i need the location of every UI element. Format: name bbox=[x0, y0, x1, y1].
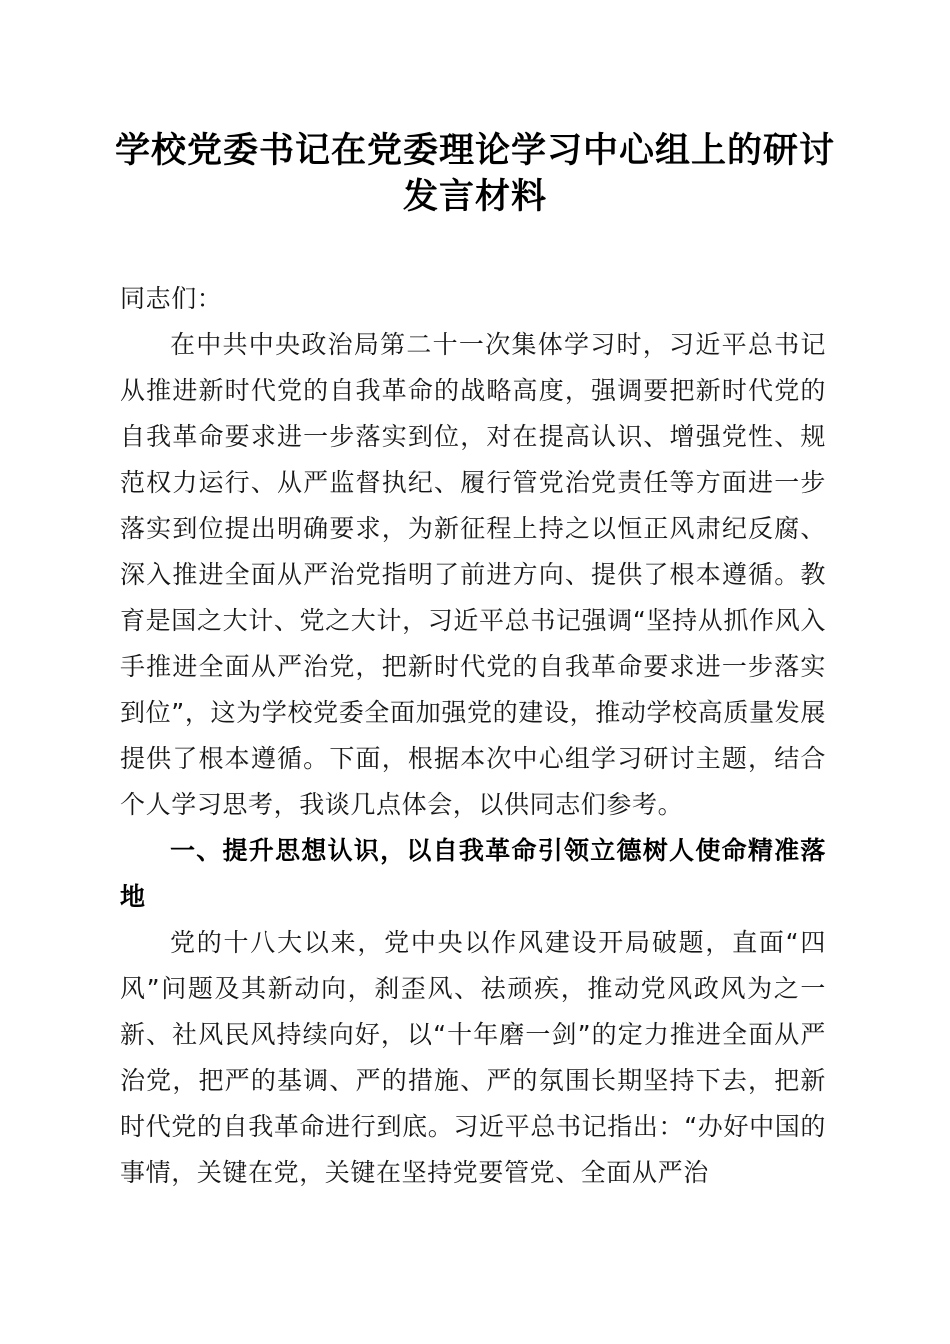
salutation: 同志们： bbox=[120, 284, 223, 313]
paragraph-section-1: 党的十八大以来，党中央以作风建设开局破题，直面“四风”问题及其新动向，刹歪风、祛顽疾，推动党风政风为之一新、社风民风持续向好，以“十年磨一剑”的定力推进全面从严治党，把严的基调、严的措施、严的氛围长期坚持下去，把新时代党的自我革命进行到底。习近平总书记指出：“办好中国的事情，关键在党，关键在坚持党要管党、全面从严治 bbox=[120, 928, 826, 1187]
document-body bbox=[120, 276, 826, 1196]
section-heading-1: 一、提升思想认识，以自我革命引领立德树人使命精准落地 bbox=[120, 836, 826, 911]
document-title bbox=[100, 128, 850, 220]
paragraph-intro: 在中共中央政治局第二十一次集体学习时，习近平总书记从推进新时代党的自我革命的战略高度，强调要把新时代党的自我革命要求进一步落实到位，对在提高认识、增强党性、规范权力运行、从严监督执纪、履行管党治党责任等方面进一步落实到位提出明确要求，为新征程上持之以恒正风肃纪反腐、深入推进全面从严治党指明了前进方向、提供了根本遵循。教育是国之大计、党之大计，习近平总书记强调“坚持从抓作风入手推进全面从严治党，把新时代党的自我革命要求进一步落实到位”，这为学校党委全面加强党的建设，推动学校高质量发展提供了根本遵循。下面，根据本次中心组学习研讨主题，结合个人学习思考，我谈几点体会，以供同志们参考。 bbox=[120, 330, 826, 819]
title-line-1: 学校党委书记在党委理论学习中心组上的研讨 bbox=[114, 130, 835, 171]
title-line-2: 发言材料 bbox=[402, 176, 547, 217]
